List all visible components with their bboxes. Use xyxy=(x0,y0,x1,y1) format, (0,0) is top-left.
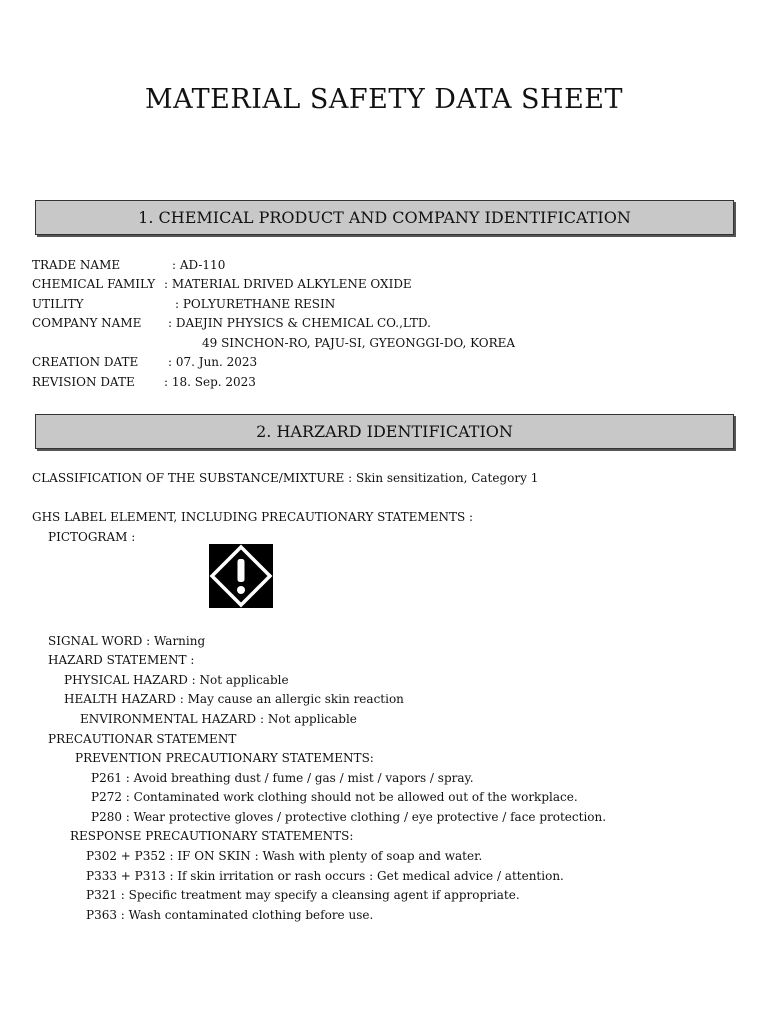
trade-name-label: TRADE NAME xyxy=(32,258,121,272)
response-statement-p333: P333 + P313 : If skin irritation or rash occurs : Get medical advice / attention. xyxy=(86,869,564,883)
company-name-label: COMPANY NAME xyxy=(32,316,142,330)
utility-value: : POLYURETHANE RESIN xyxy=(175,297,336,311)
pictogram-label: PICTOGRAM : xyxy=(48,530,136,544)
utility-label: UTILITY xyxy=(32,297,84,311)
ghs-label-heading: GHS LABEL ELEMENT, INCLUDING PRECAUTIONARY STATEMENTS : xyxy=(32,510,474,524)
company-name-value: : DAEJIN PHYSICS & CHEMICAL CO.,LTD. xyxy=(168,316,431,330)
physical-hazard: PHYSICAL HAZARD : Not applicable xyxy=(64,673,289,687)
signal-word: SIGNAL WORD : Warning xyxy=(48,634,206,648)
response-statement-p321: P321 : Specific treatment may specify a cleansing agent if appropriate. xyxy=(86,888,520,902)
creation-date-label: CREATION DATE xyxy=(32,355,139,369)
revision-date-value: : 18. Sep. 2023 xyxy=(164,375,256,389)
prevention-statement-p261: P261 : Avoid breathing dust / fume / gas / mist / vapors / spray. xyxy=(91,771,474,785)
section-2-heading: 2. HARZARD IDENTIFICATION xyxy=(35,414,734,449)
response-heading: RESPONSE PRECAUTIONARY STATEMENTS: xyxy=(70,829,354,843)
precautionary-statement-heading: PRECAUTIONAR STATEMENT xyxy=(48,732,237,746)
environmental-hazard: ENVIRONMENTAL HAZARD : Not applicable xyxy=(80,712,357,726)
chemical-family-label: CHEMICAL FAMILY xyxy=(32,277,156,291)
chemical-family-value: : MATERIAL DRIVED ALKYLENE OXIDE xyxy=(164,277,412,291)
prevention-statement-p280: P280 : Wear protective gloves / protective clothing / eye protective / face protection. xyxy=(91,810,607,824)
document-title: MATERIAL SAFETY DATA SHEET xyxy=(145,84,623,115)
hazard-statement-heading: HAZARD STATEMENT : xyxy=(48,653,195,667)
creation-date-value: : 07. Jun. 2023 xyxy=(168,355,258,369)
prevention-heading: PREVENTION PRECAUTIONARY STATEMENTS: xyxy=(75,751,374,765)
response-statement-p363: P363 : Wash contaminated clothing before use. xyxy=(86,908,374,922)
section-1-heading: 1. CHEMICAL PRODUCT AND COMPANY IDENTIFICATION xyxy=(35,200,734,235)
trade-name-value: : AD-110 xyxy=(172,258,226,272)
prevention-statement-p272: P272 : Contaminated work clothing should not be allowed out of the workplace. xyxy=(91,790,578,804)
response-statement-p302: P302 + P352 : IF ON SKIN : Wash with plenty of soap and water. xyxy=(86,849,483,863)
revision-date-label: REVISION DATE xyxy=(32,375,135,389)
exclamation-mark-diamond-icon xyxy=(209,544,273,608)
company-address-value: 49 SINCHON-RO, PAJU-SI, GYEONGGI-DO, KOREA xyxy=(202,336,516,350)
health-hazard: HEALTH HAZARD : May cause an allergic skin reaction xyxy=(64,692,404,706)
classification-text: CLASSIFICATION OF THE SUBSTANCE/MIXTURE : Skin sensitization, Category 1 xyxy=(32,471,539,485)
